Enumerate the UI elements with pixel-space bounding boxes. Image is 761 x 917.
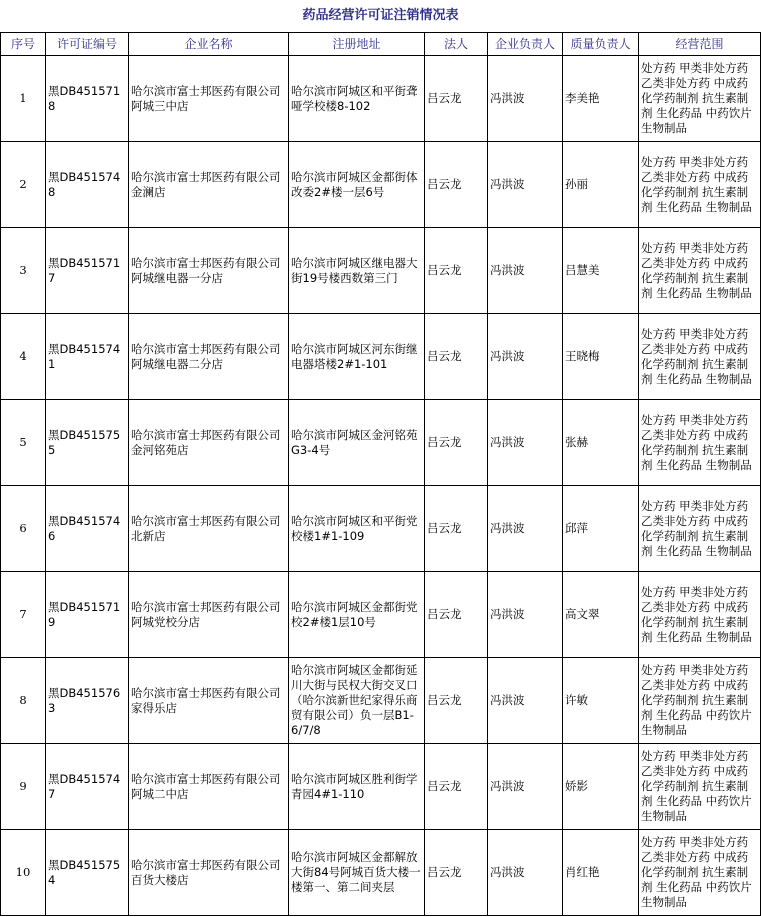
business-scope: 处方药 甲类非处方药 乙类非处方药 中成药 化学药制剂 抗生素制剂 生化药品 中药饮片 生物制品 bbox=[639, 56, 761, 142]
license-number: 黑DB4515754 bbox=[46, 830, 129, 916]
table-row bbox=[1, 142, 761, 228]
license-number: 黑DB4515717 bbox=[46, 228, 129, 314]
business-scope: 处方药 甲类非处方药 乙类非处方药 中成药 化学药制剂 抗生素制剂 生化药品 生物制品 bbox=[639, 572, 761, 658]
license-number: 黑DB4515748 bbox=[46, 142, 129, 228]
header-manager: 企业负责人 bbox=[488, 33, 563, 56]
registered-address: 哈尔滨市阿城区金河铭苑G3-4号 bbox=[289, 400, 425, 486]
company-name: 哈尔滨市富士邦医药有限公司阿城二中店 bbox=[129, 744, 289, 830]
company-name: 哈尔滨市富士邦医药有限公司阿城继电器二分店 bbox=[129, 314, 289, 400]
quality-manager: 肖红艳 bbox=[563, 830, 639, 916]
registered-address: 哈尔滨市阿城区河东街继电器塔楼2#1-101 bbox=[289, 314, 425, 400]
enterprise-manager: 冯洪波 bbox=[488, 830, 563, 916]
registered-address: 哈尔滨市阿城区胜利街学青园4#1-110 bbox=[289, 744, 425, 830]
header-scope: 经营范围 bbox=[639, 33, 761, 56]
license-number: 黑DB4515746 bbox=[46, 486, 129, 572]
quality-manager: 邱萍 bbox=[563, 486, 639, 572]
registered-address: 哈尔滨市阿城区和平街党校楼1#1-109 bbox=[289, 486, 425, 572]
business-scope: 处方药 甲类非处方药 乙类非处方药 中成药 化学药制剂 抗生素制剂 生化药品 中药饮片 生物制品 bbox=[639, 830, 761, 916]
quality-manager: 许敏 bbox=[563, 658, 639, 744]
legal-person: 吕云龙 bbox=[425, 572, 488, 658]
table-row bbox=[1, 572, 761, 658]
license-number: 黑DB4515741 bbox=[46, 314, 129, 400]
license-number: 黑DB4515718 bbox=[46, 56, 129, 142]
enterprise-manager: 冯洪波 bbox=[488, 56, 563, 142]
business-scope: 处方药 甲类非处方药 乙类非处方药 中成药 化学药制剂 抗生素制剂 生化药品 中药饮片 生物制品 bbox=[639, 744, 761, 830]
row-no: 1 bbox=[1, 56, 46, 142]
registered-address: 哈尔滨市阿城区和平街聋哑学校楼8-102 bbox=[289, 56, 425, 142]
company-name: 哈尔滨市富士邦医药有限公司金河铭苑店 bbox=[129, 400, 289, 486]
enterprise-manager: 冯洪波 bbox=[488, 400, 563, 486]
quality-manager: 孙丽 bbox=[563, 142, 639, 228]
registered-address: 哈尔滨市阿城区金都街体改委2#楼一层6号 bbox=[289, 142, 425, 228]
company-name: 哈尔滨市富士邦医药有限公司金澜店 bbox=[129, 142, 289, 228]
registered-address: 哈尔滨市阿城区金都街延川大街与民权大街交叉口（哈尔滨新世纪家得乐商贸有限公司）负一层B1-6/7/8 bbox=[289, 658, 425, 744]
license-number: 黑DB4515719 bbox=[46, 572, 129, 658]
enterprise-manager: 冯洪波 bbox=[488, 658, 563, 744]
quality-manager: 娇影 bbox=[563, 744, 639, 830]
enterprise-manager: 冯洪波 bbox=[488, 228, 563, 314]
table-row bbox=[1, 314, 761, 400]
row-no: 9 bbox=[1, 744, 46, 830]
enterprise-manager: 冯洪波 bbox=[488, 142, 563, 228]
company-name: 哈尔滨市富士邦医药有限公司家得乐店 bbox=[129, 658, 289, 744]
company-name: 哈尔滨市富士邦医药有限公司阿城继电器一分店 bbox=[129, 228, 289, 314]
header-legal: 法人 bbox=[425, 33, 488, 56]
quality-manager: 高文翠 bbox=[563, 572, 639, 658]
legal-person: 吕云龙 bbox=[425, 486, 488, 572]
row-no: 10 bbox=[1, 830, 46, 916]
header-no: 序号 bbox=[1, 33, 46, 56]
license-cancellation-table bbox=[0, 32, 761, 916]
legal-person: 吕云龙 bbox=[425, 400, 488, 486]
header-address: 注册地址 bbox=[289, 33, 425, 56]
license-number: 黑DB4515747 bbox=[46, 744, 129, 830]
company-name: 哈尔滨市富士邦医药有限公司北新店 bbox=[129, 486, 289, 572]
company-name: 哈尔滨市富士邦医药有限公司阿城党校分店 bbox=[129, 572, 289, 658]
business-scope: 处方药 甲类非处方药 乙类非处方药 中成药 化学药制剂 抗生素制剂 生化药品 生物制品 bbox=[639, 400, 761, 486]
license-number: 黑DB4515755 bbox=[46, 400, 129, 486]
registered-address: 哈尔滨市阿城区继电器大街19号楼西数第三门 bbox=[289, 228, 425, 314]
row-no: 6 bbox=[1, 486, 46, 572]
registered-address: 哈尔滨市阿城区金都解放大街84号阿城百货大楼一楼第一、第二间夹层 bbox=[289, 830, 425, 916]
business-scope: 处方药 甲类非处方药 乙类非处方药 中成药 化学药制剂 抗生素制剂 生化药品 生物制品 bbox=[639, 228, 761, 314]
row-no: 5 bbox=[1, 400, 46, 486]
company-name: 哈尔滨市富士邦医药有限公司百货大楼店 bbox=[129, 830, 289, 916]
row-no: 7 bbox=[1, 572, 46, 658]
row-no: 8 bbox=[1, 658, 46, 744]
table-row bbox=[1, 830, 761, 916]
quality-manager: 张赫 bbox=[563, 400, 639, 486]
enterprise-manager: 冯洪波 bbox=[488, 572, 563, 658]
legal-person: 吕云龙 bbox=[425, 56, 488, 142]
row-no: 3 bbox=[1, 228, 46, 314]
quality-manager: 王晓梅 bbox=[563, 314, 639, 400]
quality-manager: 吕慧美 bbox=[563, 228, 639, 314]
enterprise-manager: 冯洪波 bbox=[488, 744, 563, 830]
header-company: 企业名称 bbox=[129, 33, 289, 56]
business-scope: 处方药 甲类非处方药 乙类非处方药 中成药 化学药制剂 抗生素制剂 生化药品 生物制品 bbox=[639, 142, 761, 228]
business-scope: 处方药 甲类非处方药 乙类非处方药 中成药 化学药制剂 抗生素制剂 生化药品 生物制品 bbox=[639, 486, 761, 572]
business-scope: 处方药 甲类非处方药 乙类非处方药 中成药 化学药制剂 抗生素制剂 生化药品 中药饮片 生物制品 bbox=[639, 658, 761, 744]
table-row bbox=[1, 744, 761, 830]
table-row bbox=[1, 400, 761, 486]
header-license: 许可证编号 bbox=[46, 33, 129, 56]
license-number: 黑DB4515763 bbox=[46, 658, 129, 744]
registered-address: 哈尔滨市阿城区金都街党校2#楼1层10号 bbox=[289, 572, 425, 658]
legal-person: 吕云龙 bbox=[425, 658, 488, 744]
table-row bbox=[1, 56, 761, 142]
row-no: 2 bbox=[1, 142, 46, 228]
business-scope: 处方药 甲类非处方药 乙类非处方药 中成药 化学药制剂 抗生素制剂 生化药品 生物制品 bbox=[639, 314, 761, 400]
table-row bbox=[1, 658, 761, 744]
legal-person: 吕云龙 bbox=[425, 228, 488, 314]
company-name: 哈尔滨市富士邦医药有限公司阿城三中店 bbox=[129, 56, 289, 142]
page-title: 药品经营许可证注销情况表 bbox=[302, 8, 459, 23]
table-row bbox=[1, 228, 761, 314]
enterprise-manager: 冯洪波 bbox=[488, 486, 563, 572]
enterprise-manager: 冯洪波 bbox=[488, 314, 563, 400]
legal-person: 吕云龙 bbox=[425, 744, 488, 830]
quality-manager: 李美艳 bbox=[563, 56, 639, 142]
table-row bbox=[1, 486, 761, 572]
legal-person: 吕云龙 bbox=[425, 314, 488, 400]
header-quality: 质量负责人 bbox=[563, 33, 639, 56]
row-no: 4 bbox=[1, 314, 46, 400]
header-row bbox=[1, 33, 761, 56]
legal-person: 吕云龙 bbox=[425, 142, 488, 228]
legal-person: 吕云龙 bbox=[425, 830, 488, 916]
